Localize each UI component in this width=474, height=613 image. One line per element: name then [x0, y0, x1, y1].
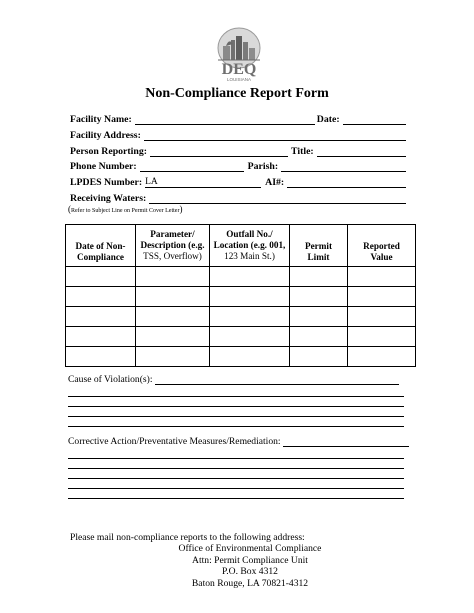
table-cell[interactable] [210, 267, 290, 287]
header-reported-line1: Reported [363, 241, 400, 251]
deq-logo [214, 26, 264, 84]
header-outfall-line1: Outfall No./ [226, 229, 273, 239]
table-cell[interactable] [210, 307, 290, 327]
logo-louisiana-text: LOUISIANA [226, 77, 252, 82]
form-title: Non-Compliance Report Form [145, 86, 329, 101]
address-line: Baton Rouge, LA 70821-4312 [191, 577, 309, 589]
table-cell[interactable] [136, 347, 210, 367]
person-reporting-field[interactable] [150, 146, 288, 157]
ai-label: AI#: [265, 177, 285, 188]
violations-table [65, 224, 416, 367]
header-date-line1: Date of Non- [75, 241, 126, 251]
header-permit-limit [290, 225, 348, 267]
header-reported-line2: Value [370, 252, 393, 262]
table-cell[interactable] [66, 267, 136, 287]
table-cell[interactable] [348, 347, 416, 367]
header-permit-line1: Permit [304, 241, 333, 251]
table-cell[interactable] [290, 287, 348, 307]
table-header-row [66, 225, 416, 267]
cause-label: Cause of Violation(s): [68, 374, 153, 385]
corrective-label: Corrective Action/Preventative Measures/Remediation: [68, 436, 281, 447]
lpdes-row [70, 174, 406, 188]
parish-label: Parish: [247, 161, 279, 172]
date-field[interactable] [343, 114, 406, 125]
header-parameter-line2: Description (e.g. [140, 240, 205, 250]
mail-instructions: Please mail non-compliance reports to the following address: [70, 532, 305, 543]
receiving-waters-note-text: Refer to Subject Line on Permit Cover Letter [71, 208, 180, 214]
address-line: P.O. Box 4312 [222, 566, 278, 577]
corrective-line[interactable] [68, 458, 404, 459]
phone-row [70, 158, 406, 172]
lpdes-number-field[interactable]: LA [145, 177, 261, 188]
table-cell[interactable] [136, 327, 210, 347]
cause-line[interactable] [68, 406, 404, 407]
date-label: Date: [316, 114, 340, 125]
corrective-field-first[interactable] [283, 436, 409, 447]
parish-field[interactable] [281, 161, 406, 172]
address-line: Attn: Permit Compliance Unit [192, 554, 308, 566]
ai-field[interactable] [287, 177, 406, 188]
receiving-waters-label: Receiving Waters: [70, 193, 147, 204]
table-cell[interactable] [290, 307, 348, 327]
table-cell[interactable] [348, 287, 416, 307]
phone-number-label: Phone Number: [70, 161, 137, 172]
table-cell[interactable] [136, 307, 210, 327]
mailing-address [160, 543, 340, 589]
table-cell[interactable] [66, 287, 136, 307]
table-cell[interactable] [290, 267, 348, 287]
table-cell[interactable] [210, 327, 290, 347]
header-outfall-line3: 123 Main St.) [224, 251, 275, 261]
facility-name-label: Facility Name: [70, 114, 132, 125]
title-field[interactable] [317, 146, 406, 157]
lpdes-number-label: LPDES Number: [70, 177, 143, 188]
facility-address-row [70, 127, 406, 141]
receiving-waters-row [70, 190, 406, 204]
header-parameter-line3: TSS, Overflow) [143, 251, 202, 261]
header-reported-value [348, 225, 416, 267]
table-row [66, 287, 416, 307]
corrective-line[interactable] [68, 488, 404, 489]
facility-name-row [70, 111, 406, 125]
header-outfall-line2: Location (e.g. 001, [213, 240, 286, 250]
facility-address-field[interactable] [144, 130, 406, 141]
person-reporting-label: Person Reporting: [70, 146, 148, 157]
table-row [66, 347, 416, 367]
header-permit-line2: Limit [307, 252, 330, 262]
table-cell[interactable] [210, 287, 290, 307]
table-row [66, 327, 416, 347]
table-cell[interactable] [348, 327, 416, 347]
cause-line[interactable] [68, 396, 404, 397]
table-cell[interactable] [348, 307, 416, 327]
corrective-row [68, 436, 409, 447]
deq-logo-graphic [214, 26, 264, 84]
cause-line[interactable] [68, 416, 404, 417]
cause-field-first[interactable] [155, 374, 399, 385]
table-cell[interactable] [136, 267, 210, 287]
table-cell[interactable] [348, 267, 416, 287]
table-cell[interactable] [290, 327, 348, 347]
table-cell[interactable] [290, 347, 348, 367]
header-date-line2: Compliance [77, 252, 124, 262]
corrective-line[interactable] [68, 468, 404, 469]
table-cell[interactable] [210, 347, 290, 367]
table-cell[interactable] [66, 347, 136, 367]
cause-row [68, 374, 399, 385]
address-line: Office of Environmental Compliance [178, 543, 322, 554]
table-row [66, 307, 416, 327]
header-date-of-noncompliance [66, 225, 136, 267]
table-row [66, 267, 416, 287]
facility-name-field[interactable] [135, 114, 315, 125]
corrective-line[interactable] [68, 498, 404, 499]
table-cell[interactable] [66, 327, 136, 347]
phone-number-field[interactable] [140, 161, 244, 172]
logo-deq-text: DEQ [221, 61, 257, 78]
corrective-line[interactable] [68, 478, 404, 479]
facility-address-label: Facility Address: [70, 130, 141, 141]
header-parameter [136, 225, 210, 267]
table-cell[interactable] [66, 307, 136, 327]
header-parameter-line1: Parameter/ [150, 229, 195, 239]
table-cell[interactable] [136, 287, 210, 307]
header-outfall [210, 225, 290, 267]
title-label: Title: [291, 146, 314, 157]
cause-line[interactable] [68, 426, 404, 427]
receiving-waters-note: (Refer to Subject Line on Permit Cover Letter) [68, 204, 183, 214]
receiving-waters-field[interactable] [149, 193, 406, 204]
person-reporting-row [70, 143, 406, 157]
